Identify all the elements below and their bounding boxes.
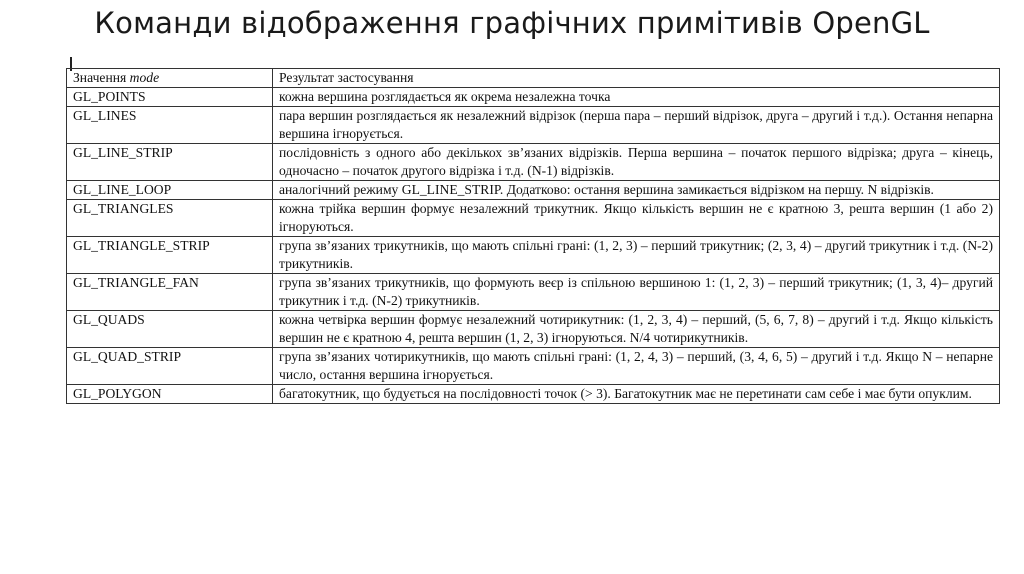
mode-cell: GL_TRIANGLE_FAN xyxy=(67,274,273,311)
mode-cell: GL_TRIANGLES xyxy=(67,200,273,237)
mode-cell: GL_POLYGON xyxy=(67,385,273,404)
description-cell: група зв’язаних трикутників, що мають спільні грані: (1, 2, 3) – перший трикутник; (2, 3, 4) – другий трикутник і т.д. (N-2) трикутників. xyxy=(273,237,1000,274)
slide-title: Команди відображення графічних примітивів OpenGL xyxy=(94,6,930,40)
description-cell: група зв’язаних трикутників, що формують веєр із спільною вершиною 1: (1, 2, 3) – перший трикутник; (1, 3, 4)– другий трикутник і т.д. (N-2) трикутників. xyxy=(273,274,1000,311)
mode-cell: GL_LINES xyxy=(67,107,273,144)
table-row xyxy=(67,274,1000,311)
table-row xyxy=(67,348,1000,385)
description-cell: кожна четвірка вершин формує незалежний чотирикутник: (1, 2, 3, 4) – перший, (5, 6, 7, 8) – другий і т.д. Якщо кількість вершин не є кратною 4, решта вершин (1, 2, 3) ігноруються. N/4 чотирикутників. xyxy=(273,311,1000,348)
description-cell: багатокутник, що будується на послідовності точок (> 3). Багатокутник має не перетинати сам себе і має бути опуклим. xyxy=(273,385,1000,404)
table-row xyxy=(67,237,1000,274)
description-cell: послідовність з одного або декількох зв’язаних відрізків. Перша вершина – початок першого відрізка; друга – кінець, одночасно – початок другого відрізка і т.д. (N-1) відрізків. xyxy=(273,144,1000,181)
description-cell: аналогічний режиму GL_LINE_STRIP. Додатково: остання вершина замикається відрізком на першу. N відрізків. xyxy=(273,181,1000,200)
table-row xyxy=(67,144,1000,181)
table-row xyxy=(67,107,1000,144)
mode-cell: GL_QUADS xyxy=(67,311,273,348)
header-result-cell: Результат застосування xyxy=(273,69,1000,88)
mode-cell: GL_TRIANGLE_STRIP xyxy=(67,237,273,274)
mode-cell: GL_LINE_STRIP xyxy=(67,144,273,181)
mode-cell: GL_POINTS xyxy=(67,88,273,107)
description-cell: кожна вершина розглядається як окрема незалежна точка xyxy=(273,88,1000,107)
description-cell: група зв’язаних чотирикутників, що мають спільні грані: (1, 2, 4, 3) – перший, (3, 4, 6, 5) – другий і т.д. Якщо N – непарне число, остання вершина ігнорується. xyxy=(273,348,1000,385)
description-cell: кожна трійка вершин формує незалежний трикутник. Якщо кількість вершин не є кратною 3, решта вершин (1 або 2) ігноруються. xyxy=(273,200,1000,237)
table-row xyxy=(67,311,1000,348)
table-row xyxy=(67,200,1000,237)
header-mode-prefix: Значення xyxy=(73,70,130,85)
table-row xyxy=(67,385,1000,404)
primitives-table xyxy=(66,68,1000,404)
mode-cell: GL_LINE_LOOP xyxy=(67,181,273,200)
table-header-row xyxy=(67,69,1000,88)
header-mode-italic: mode xyxy=(129,70,160,85)
header-mode-cell xyxy=(67,69,273,88)
mode-cell: GL_QUAD_STRIP xyxy=(67,348,273,385)
description-cell: пара вершин розглядається як незалежний відрізок (перша пара – перший відрізок, друга – другий і т.д.). Остання непарна вершина ігнорується. xyxy=(273,107,1000,144)
table-row xyxy=(67,181,1000,200)
table-row xyxy=(67,88,1000,107)
